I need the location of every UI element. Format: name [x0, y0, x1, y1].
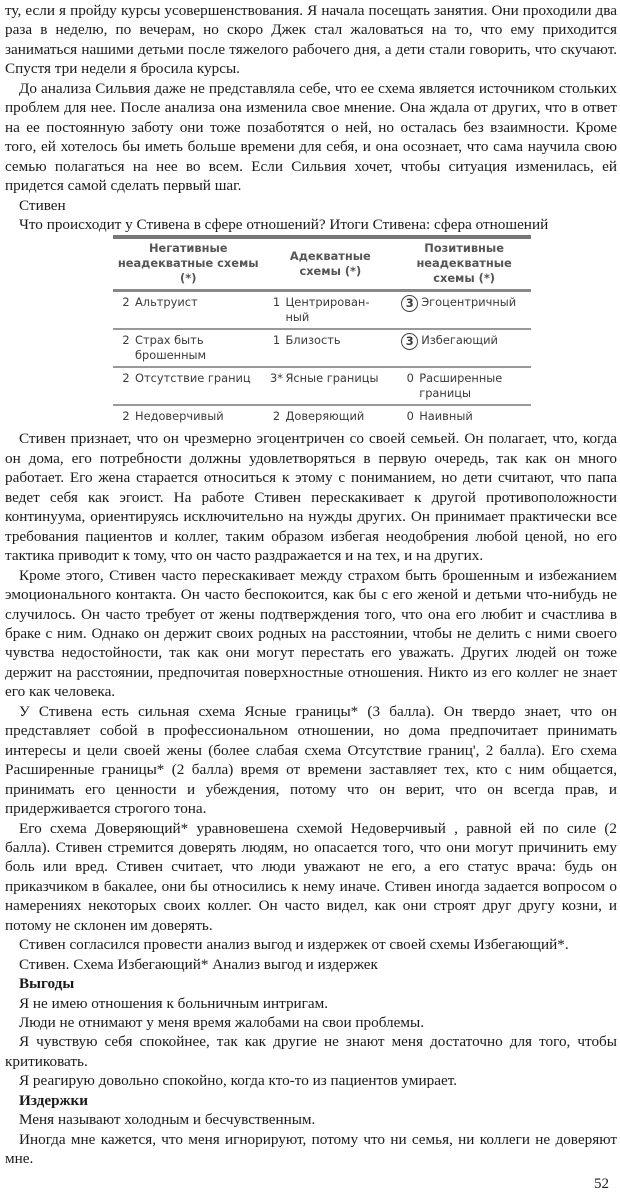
score: 2: [122, 295, 130, 310]
schema-name: Отсутствие границ: [135, 371, 251, 386]
paragraph: До анализа Сильвия даже не представляла себе, что ее схема является источником стольких проблем для нее. После анализа она изменила свое мнение. Она ждала от других, что в ответ на ее постоянную заботу они тоже позаботятся о ней, но осталась без взаимности. Кроме того, ей хотелось бы иметь больше времени для себя, и она осознает, что сама научила свою семью полагаться на нее во всем. Если Сильвия хочет, чтобы ситуация изменилась, ей придется самой сделать первый шаг.: [5, 79, 617, 195]
benefit-item: Люди не отнимают у меня время жалобами на свои проблемы.: [19, 1014, 424, 1032]
section-name: Стивен: [19, 196, 66, 214]
table-cell: [263, 291, 397, 330]
schema-name: Эгоцентричный: [421, 295, 517, 310]
table-cell: [263, 367, 397, 405]
schema-name: Недоверчивый: [135, 409, 224, 424]
schema-name: Избегающий: [421, 333, 498, 348]
paragraph: Стивен согласился провести анализ выгод и издержек от своей схемы Избегающий*.: [19, 936, 569, 954]
paragraph: Стивен. Схема Избегающий* Анализ выгод и издержек: [19, 955, 378, 973]
table-row: [113, 291, 531, 330]
table-cell: [113, 291, 263, 330]
table-header: Позитивные неадекватные схемы (*): [416, 241, 512, 286]
table-cell: [113, 367, 263, 405]
table-row: [113, 405, 531, 427]
score: 2: [122, 409, 130, 424]
benefit-item: Я чувствую себя спокойнее, так как другие не знают меня достаточно для того, чтобы критиковать.: [5, 1033, 617, 1070]
paragraph: Его схема Доверяющий* уравновешена схемой Недоверчивый , равной ей по силе (2 балла). Стивен стремится доверять людям, но опасается того, что они могут причинить ему боль или вред. Стивен считает, что люди уважают не его, а его статус врача: будь он приказчиком в бакалее, они бы относились к нему иначе. Стивен иногда задается вопросом о намерениях некоторых своих коллег. Он часто видел, как они строят друг другу козни, и потому не склонен им доверять.: [5, 819, 617, 934]
circled-score: 3: [401, 295, 418, 312]
score: 0: [406, 409, 414, 424]
score: 3*: [269, 371, 283, 386]
paragraph: ту, если я пройду курсы усовершенствования. Я начала посещать занятия. Они проходили два раза в неделю, по вечерам, но скоро Джек стал жаловаться на то, что ему приходится заниматься нашими детьми после тяжелого рабочего дня, а дети стали говорить, что скучают. Спустя три недели я бросила курсы.: [5, 2, 617, 78]
score: 0: [406, 371, 414, 386]
score: 1: [272, 333, 281, 348]
costs-heading: Издержки: [19, 1091, 89, 1109]
schema-name: Центрирован-ный: [285, 295, 370, 325]
schema-name: Альтруист: [135, 295, 198, 310]
benefits-heading: Выгоды: [19, 975, 75, 993]
table-cell: [113, 329, 263, 367]
paragraph: Стивен признает, что он чрезмерно эгоцентричен со своей семьей. Он полагает, что, когда он дома, его потребности должны удовлетворяться в первую очередь, так как он много работает. Его жена старается относиться к этому с пониманием, но дети считают, что папа ведет себя как эгоист. На работе Стивен перескакивает к другой противоположности континуума, ориентируясь исключительно на нужды других. Он принимает практически все требования пациентов и коллег, таким образом избегая неодобрения любой ценой, но его тактика приводит к тому, что он часто раздражается и на тех, и на других.: [5, 430, 617, 565]
schema-table: [113, 235, 531, 427]
score: 2: [122, 371, 130, 386]
table-cell: [397, 291, 531, 330]
cost-item: Меня называют холодным и бесчувственным.: [19, 1111, 316, 1129]
document-page: [5, 0, 617, 1198]
table-cell: [397, 405, 531, 427]
paragraph: Кроме этого, Стивен часто перескакивает между страхом быть брошенным и избежанием эмоционального контакта. Он часто беспокоится, как бы с его женой и детьми что-нибудь не случилось. Он часто требует от жены подтверждения того, что она его любит и счастлива в браке с ним. Однако он держит своих родных на расстоянии, чтобы не делить с ними своего чувства недостойности, так как они могут перестать его уважать. Других людей он тоже держит на расстоянии, предпочитая поверхностные отношения. Никто из его коллег не знает его как человека.: [5, 566, 617, 701]
table-header: Негативные неадекватные схемы (*): [117, 241, 259, 286]
score: 2: [122, 333, 130, 348]
circled-score: 3: [401, 333, 418, 350]
cost-item: Иногда мне кажется, что меня игнорируют, потому что ни семья, ни коллеги не доверяют мне.: [5, 1130, 617, 1168]
table-cell: [397, 367, 531, 405]
table-row: [113, 367, 531, 405]
schema-name: Ясные границы: [285, 371, 379, 386]
table-caption: Что происходит у Стивена в сфере отношений? Итоги Стивена: сфера отношений: [19, 215, 549, 233]
score: 1: [272, 295, 281, 310]
benefit-item: Я реагирую довольно спокойно, когда кто-то из пациентов умирает.: [19, 1072, 458, 1090]
schema-name: Доверяющий: [285, 409, 365, 424]
table-header: Адекватные схемы (*): [289, 248, 371, 278]
schema-name: Наивный: [419, 409, 473, 424]
score: 2: [272, 409, 281, 424]
paragraph: У Стивена есть сильная схема Ясные границы* (3 балла). Он твердо знает, что он представляет собой в профессиональном отношении, но дома предпочитает принимать интересы и цели своей жены (более слабая схема Отсутствие границ', 2 балла). Его схема Расширенные границы* (2 балла) время от времени заставляет тех, кто с ним общается, принимать его ценности и убеждения, потому что он верит, что он всегда прав, и придерживается строгого тона.: [5, 702, 617, 818]
table-cell: [263, 329, 397, 367]
table-cell: [263, 405, 397, 427]
table-row: [113, 329, 531, 367]
page-number: 52: [594, 1175, 609, 1192]
table-cell: [397, 329, 531, 367]
benefit-item: Я не имею отношения к больничным интригам.: [19, 994, 329, 1012]
table-cell: [113, 405, 263, 427]
schema-name: Страх быть брошенным: [135, 333, 207, 363]
schema-name: Расширенные границы: [419, 371, 503, 401]
schema-name: Близость: [285, 333, 341, 348]
